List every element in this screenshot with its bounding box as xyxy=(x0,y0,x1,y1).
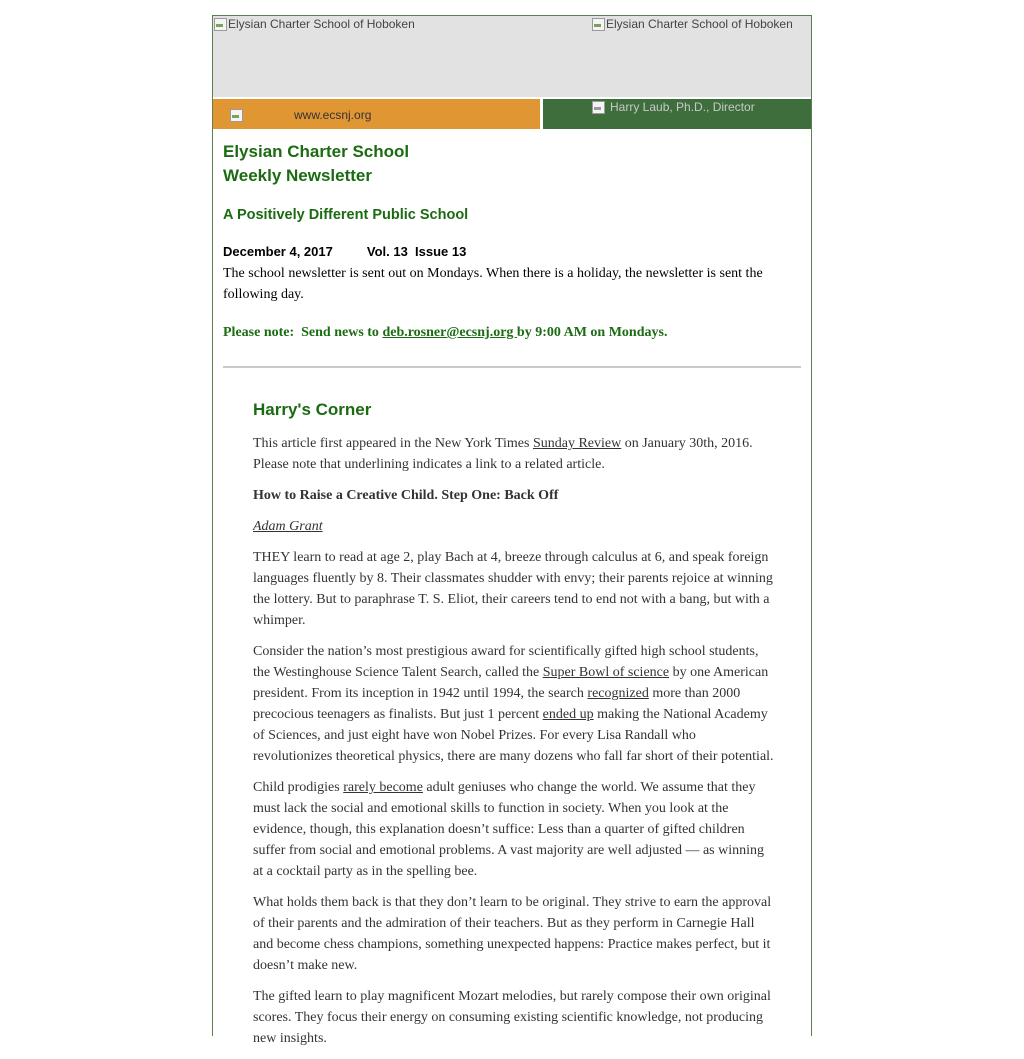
section-title: Harry's Corner xyxy=(253,400,372,419)
director-band xyxy=(543,99,811,129)
logo-left-alt: Elysian Charter School of Hoboken xyxy=(228,17,415,31)
intro-text: The school newsletter is sent out on Mondays. When there is a holiday, the newsletter is sent the following day. xyxy=(223,266,763,302)
author-paragraph xyxy=(253,516,777,537)
divider xyxy=(223,366,801,368)
note-suffix: by 9:00 AM on Mondays. xyxy=(516,325,668,340)
website-band xyxy=(213,99,540,129)
school-logo-right[interactable] xyxy=(591,17,793,31)
title-line-1: Elysian Charter School xyxy=(223,142,410,161)
director-alt: Harry Laub, Ph.D., Director xyxy=(610,100,755,114)
author-link[interactable]: Adam Grant xyxy=(253,519,323,534)
website-text: www.ecsnj.org xyxy=(294,108,372,122)
text: adult geniuses who change the world. We assume that they must lack the social and emotional skills to function in society. When you look at the evidence, though, this explanation doesn’t suffice: Less than a quarter of gifted children suffer from social and emotional problems. A vast majority are well adjusted — as winning at a cocktail party as in the spelling bee. xyxy=(253,780,765,879)
article xyxy=(253,399,777,1059)
header-banner xyxy=(213,16,811,97)
article-intro-paragraph xyxy=(253,433,777,475)
director-image xyxy=(591,100,755,114)
text: by one American president. From its inception in 1942 until 1994, the search xyxy=(253,665,769,701)
recognized-link[interactable]: recognized xyxy=(587,686,649,701)
text: This article first appeared in the New York Times xyxy=(253,436,533,451)
paragraph-5: The gifted learn to play magnificent Mozart melodies, but rarely compose their own original scores. They focus their energy on consuming existing scientific knowledge, not producing new insights. xyxy=(253,989,771,1046)
submission-note xyxy=(223,325,667,341)
dateline xyxy=(223,244,466,259)
issue-volume: Vol. 13 Issue 13 xyxy=(366,244,467,259)
note-prefix: Please note: Send news to xyxy=(223,325,383,340)
ended-up-link[interactable]: ended up xyxy=(542,707,594,722)
rarely-become-link[interactable]: rarely become xyxy=(343,780,423,795)
broken-image-icon xyxy=(591,17,605,31)
text: making the National Academy of Sciences, and just eight have won Nobel Prizes. For every Lisa Randall who revolutionizes theoretical physics, there are many dozens who fall far short of their potential. xyxy=(253,707,774,764)
website-link[interactable] xyxy=(229,108,371,122)
issue-date: December 4, 2017 xyxy=(223,244,333,259)
broken-image-icon xyxy=(229,108,243,122)
text: on January 30th, 2016. Please note that underlining indicates a link to a related article. xyxy=(253,436,753,472)
school-logo-left[interactable] xyxy=(213,17,415,31)
newsletter-title xyxy=(223,140,409,188)
super-bowl-link[interactable]: Super Bowl of science xyxy=(542,665,670,680)
text: more than 2000 precocious teenagers as finalists. But just 1 percent xyxy=(253,686,741,722)
text: Consider the nation’s most prestigious award for scientifically gifted high school students, the Westinghouse Science Talent Search, called the xyxy=(253,644,759,680)
broken-image-icon xyxy=(213,17,227,31)
tagline: A Positively Different Public School xyxy=(223,207,469,223)
text: Child prodigies xyxy=(253,780,344,795)
broken-image-icon xyxy=(591,100,605,114)
paragraph-3 xyxy=(253,777,777,882)
sunday-review-link[interactable]: Sunday Review xyxy=(532,436,622,451)
paragraph-4: What holds them back is that they don’t learn to be original. They strive to earn the approval of their parents and the admiration of their teachers. But as they perform in Carnegie Hall and become chess champions, something unexpected happens: Practice makes perfect, but it doesn’t make new. xyxy=(253,895,772,973)
paragraph-1: THEY learn to read at age 2, play Bach at 4, breeze through calculus at 6, and speak foreign languages fluently by 8. Their classmates shudder with envy; their parents rejoice at winning the lottery. But to paraphrase T. S. Eliot, their careers tend to end not with a bang, but with a whimper. xyxy=(253,550,773,628)
article-headline: How to Raise a Creative Child. Step One: Back Off xyxy=(253,488,559,503)
email-link[interactable]: deb.rosner@ecsnj.org xyxy=(382,325,517,340)
logo-right-alt: Elysian Charter School of Hoboken xyxy=(606,17,793,31)
newsletter-container xyxy=(212,15,812,1046)
paragraph-2 xyxy=(253,641,777,767)
title-line-2: Weekly Newsletter xyxy=(223,166,372,185)
